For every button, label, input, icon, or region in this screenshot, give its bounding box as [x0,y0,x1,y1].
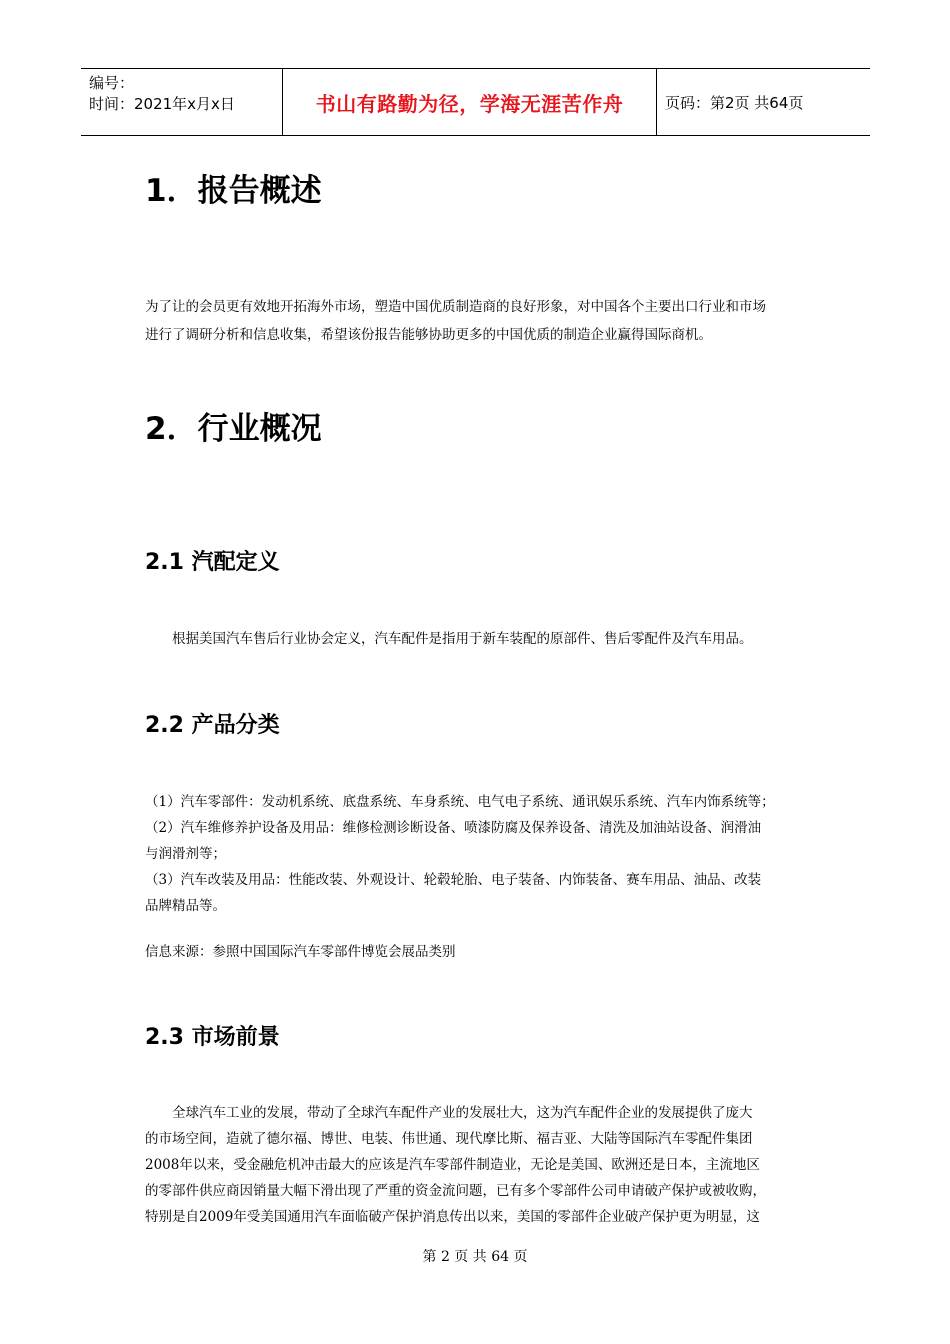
header-page-info-cell [657,69,870,135]
paragraph-line: 根据美国汽车售后行业协会定义，汽车配件是指用于新车装配的原部件、售后零配件及汽车用品。 [172,631,753,647]
section-2-1-title: 2.1 汽配定义 [145,550,280,575]
page-footer: 第 2 页 共 64 页 [422,1249,528,1265]
section-2-3-title: 2.3 市场前景 [145,1025,280,1050]
paragraph-line: 2008年以来，受金融危机冲击最大的应该是汽车零部件制造业，无论是美国、欧洲还是日本，主流地区 [145,1157,760,1173]
number-label: 编号： [89,74,135,92]
paragraph-line: 的零部件供应商因销量大幅下滑出现了严重的资金流问题，已有多个零部件公司申请破产保护或被收购， [145,1183,766,1199]
section-2-2-title: 2.2 产品分类 [145,713,280,738]
section-2-2-source [145,938,805,966]
source-line: 信息来源：参照中国国际汽车零部件博览会展品类别 [145,944,456,960]
section-2-1-paragraph [145,625,805,653]
section-2-title: 2．行业概况 [145,411,322,447]
paragraph-line: 为了让的会员更有效地开拓海外市场，塑造中国优质制造商的良好形象，对中国各个主要出口行业和市场 [145,299,766,315]
header-page-info: 页码：第2页 共64页 [665,93,804,112]
time-label: 时间：2021年x月x日 [89,95,235,113]
list-line: （3）汽车改装及用品：性能改装、外观设计、轮毂轮胎、电子装备、内饰装备、赛车用品、油品、改装 [145,872,762,888]
header-meta [81,69,282,135]
section-1-paragraph [145,293,805,349]
page-header [81,68,870,136]
section-2-3-paragraph [145,1100,805,1230]
header-motto: 书山有路勤为径，学海无涯苦作舟 [315,91,624,116]
list-line: 品牌精品等。 [145,898,226,914]
paragraph-line: 全球汽车工业的发展，带动了全球汽车配件产业的发展壮大，这为汽车配件企业的发展提供了庞大 [172,1105,753,1121]
list-line: （1）汽车零部件：发动机系统、底盘系统、车身系统、电气电子系统、通讯娱乐系统、汽车内饰系统等； [145,794,775,810]
list-line: 与润滑剂等； [145,846,226,862]
header-motto-cell [282,69,657,135]
paragraph-line: 进行了调研分析和信息收集，希望该份报告能够协助更多的中国优质的制造企业赢得国际商机。 [145,327,712,343]
section-1-title: 1．报告概述 [145,173,322,209]
section-2-2-list [145,789,805,919]
paragraph-line: 特别是自2009年受美国通用汽车面临破产保护消息传出以来，美国的零部件企业破产保护更为明显，这 [145,1209,760,1225]
paragraph-line: 的市场空间，造就了德尔福、博世、电装、伟世通、现代摩比斯、福吉亚、大陆等国际汽车零配件集团 [145,1131,753,1147]
list-line: （2）汽车维修养护设备及用品：维修检测诊断设备、喷漆防腐及保养设备、清洗及加油站设备、润滑油 [145,820,762,836]
